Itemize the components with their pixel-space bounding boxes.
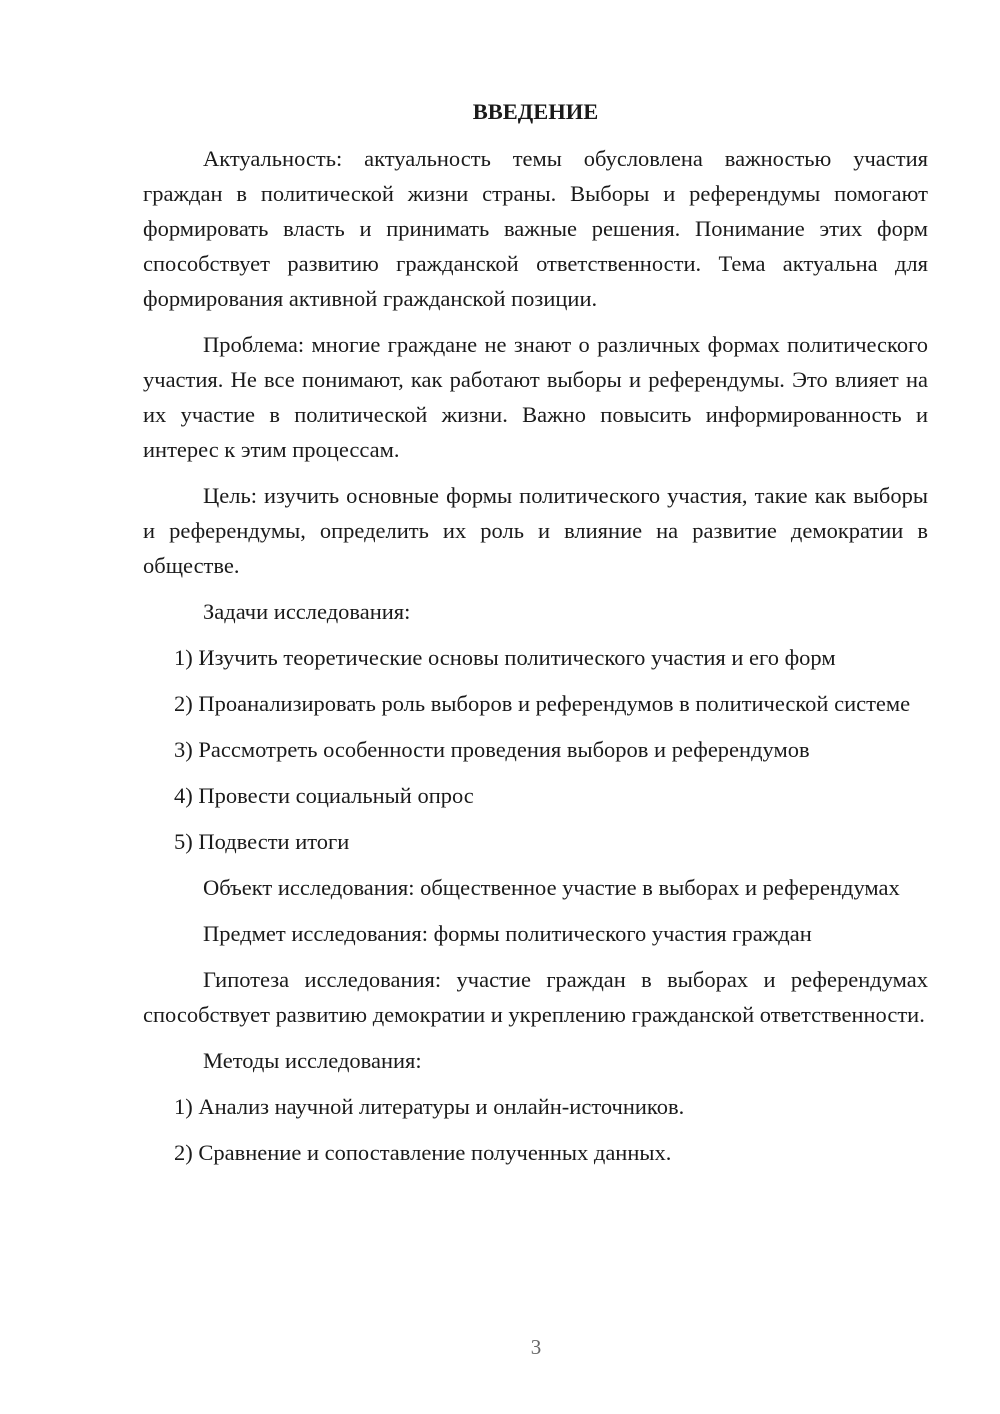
method-item-1: 1) Анализ научной литературы и онлайн-источников. bbox=[174, 1094, 685, 1119]
paragraph-goal: Цель: изучить основные формы политического участия, такие как выборы и референдумы, определить их роль и влияние на развитие демократии в обществе. bbox=[143, 483, 928, 578]
methods-heading: Методы исследования: bbox=[203, 1048, 422, 1073]
task-item-1: 1) Изучить теоретические основы политического участия и его форм bbox=[174, 645, 836, 670]
paragraph-problem: Проблема: многие граждане не знают о различных формах политического участия. Не все понимают, как работают выборы и референдумы. Это влияет на их участие в политической жизни. Важно повысить информированность и интерес к этим процессам. bbox=[143, 332, 928, 462]
tasks-heading: Задачи исследования: bbox=[203, 599, 411, 624]
task-item-5: 5) Подвести итоги bbox=[174, 829, 350, 854]
task-item-2: 2) Проанализировать роль выборов и референдумов в политической системе bbox=[174, 691, 911, 716]
method-item-2: 2) Сравнение и сопоставление полученных данных. bbox=[174, 1140, 672, 1165]
section-title: ВВЕДЕНИЕ bbox=[472, 99, 599, 124]
document-page bbox=[143, 94, 928, 1181]
task-item-3: 3) Рассмотреть особенности проведения выборов и референдумов bbox=[174, 737, 810, 762]
paragraph-subject: Предмет исследования: формы политического участия граждан bbox=[203, 921, 812, 946]
page-number: 3 bbox=[530, 1335, 542, 1359]
task-item-4: 4) Провести социальный опрос bbox=[174, 783, 474, 808]
paragraph-relevance: Актуальность: актуальность темы обусловлена важностью участия граждан в политической жизни страны. Выборы и референдумы помогают формировать власть и принимать важные решения. Понимание этих форм способствует развитию гражданской ответственности. Тема актуальна для формирования активной гражданской позиции. bbox=[143, 146, 928, 311]
paragraph-object: Объект исследования: общественное участие в выборах и референдумах bbox=[203, 875, 900, 900]
paragraph-hypothesis: Гипотеза исследования: участие граждан в выборах и референдумах способствует развитию демократии и укреплению гражданской ответственности. bbox=[143, 967, 928, 1027]
